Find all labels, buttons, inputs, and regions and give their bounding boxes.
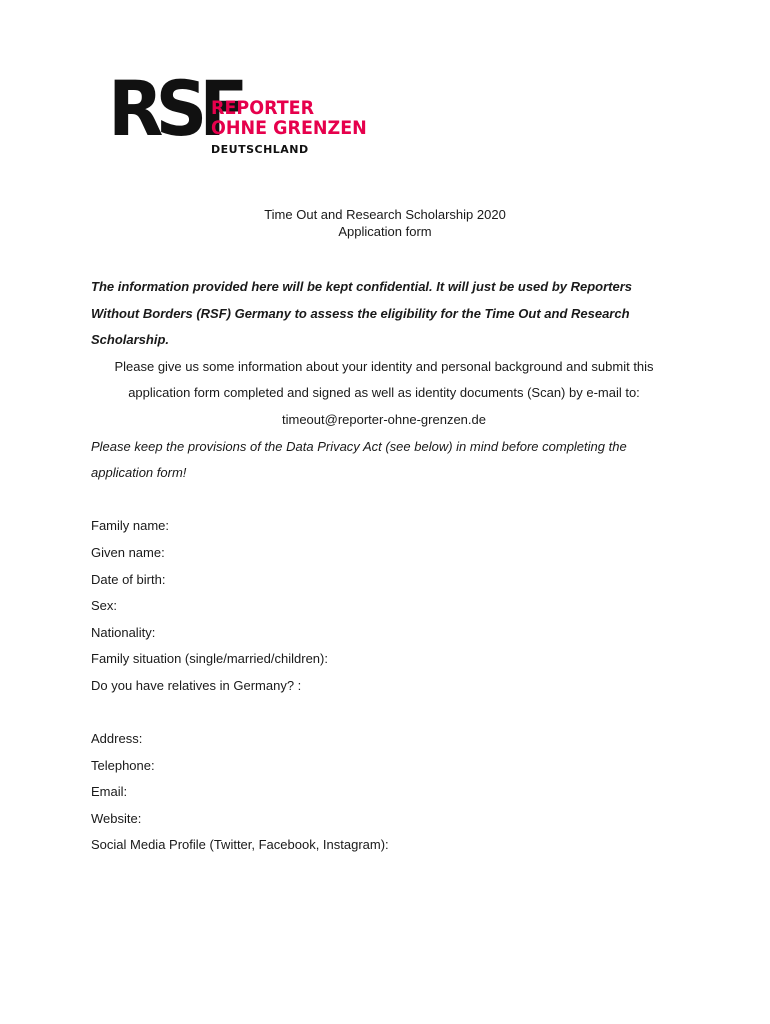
field-relatives-in-germany: Do you have relatives in Germany? : <box>91 677 302 693</box>
logo-line-ohne-grenzen: OHNE GRENZEN <box>211 117 367 139</box>
document-title: Time Out and Research Scholarship 2020 <box>264 207 506 222</box>
field-telephone: Telephone: <box>91 757 155 773</box>
privacy-note: Please keep the provisions of the Data Privacy Act (see below) in mind before completing the application form! <box>91 438 627 481</box>
confidentiality-notice: The information provided here will be kept confidential. It will just be used by Reporters Without Borders (RSF) Germany to assess the eligibility for the Time Out and Research Scholarship. <box>91 279 633 348</box>
field-address: Address: <box>91 731 143 747</box>
field-family-name: Family name: <box>91 518 170 534</box>
field-social-media-profile: Social Media Profile (Twitter, Facebook, Instagram): <box>91 837 389 853</box>
rsf-logo-mark: RSF <box>108 64 241 153</box>
document-subtitle: Application form <box>338 224 432 239</box>
rsf-logo-wordmark <box>211 98 380 138</box>
spacer <box>91 487 677 514</box>
field-sex: Sex: <box>91 598 118 614</box>
submission-email: timeout@reporter-ohne-grenzen.de <box>282 411 486 427</box>
rsf-logo <box>108 64 367 158</box>
document-body <box>91 274 677 859</box>
field-email: Email: <box>91 784 128 800</box>
spacer <box>91 700 677 727</box>
field-nationality: Nationality: <box>91 624 156 640</box>
field-given-name: Given name: <box>91 544 165 560</box>
field-date-of-birth: Date of birth: <box>91 571 166 587</box>
contact-fields <box>91 726 677 859</box>
logo-subtitle-deutschland: DEUTSCHLAND <box>211 143 309 156</box>
submission-instructions: Please give us some information about your identity and personal background and submit this application form completed and signed as well as identity documents (Scan) by e-mail to: <box>114 358 654 401</box>
field-family-situation: Family situation (single/married/children): <box>91 651 328 667</box>
logo-line-reporter: REPORTER <box>211 97 315 119</box>
personal-fields <box>91 513 677 699</box>
document-title-block <box>0 206 770 240</box>
field-website: Website: <box>91 810 142 826</box>
